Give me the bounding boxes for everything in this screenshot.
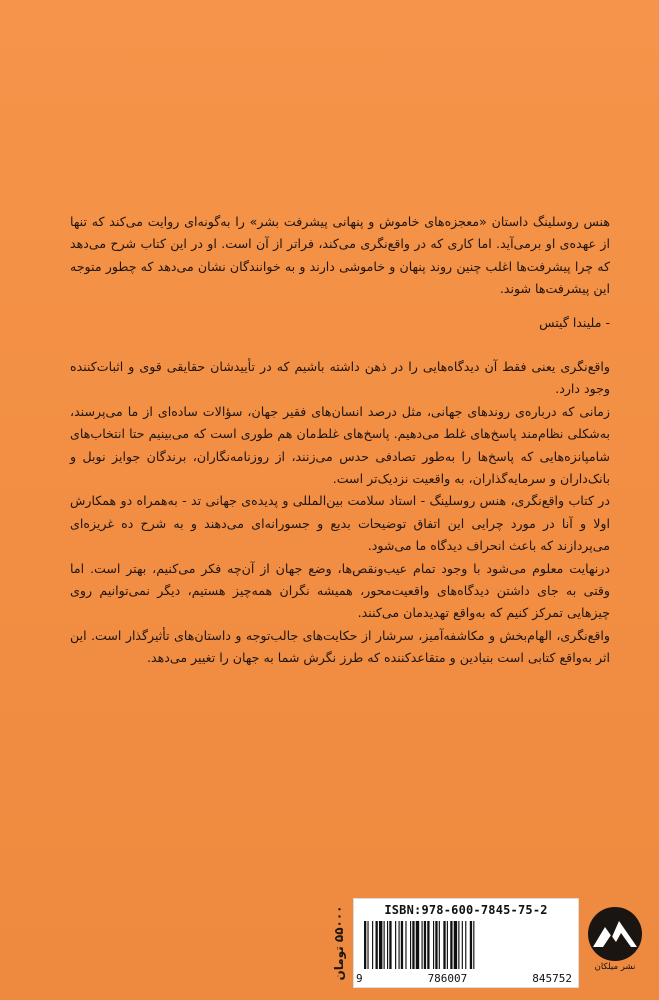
barcode-bar (405, 921, 406, 969)
barcode-bar (389, 921, 391, 969)
barcode-digit-group: 845752 (532, 972, 572, 985)
barcode-bar (473, 921, 474, 969)
barcode-bar (376, 921, 378, 969)
barcode-bar (447, 921, 448, 969)
barcode-bar (443, 921, 445, 969)
blurb-paragraph: واقع‌نگری، الهام‌بخش و مکاشفه‌آمیز، سرشار از حکایت‌های جالب‌توجه و داستان‌های تأثیرگذار است. این اثر به‌واقع کتابی است بنیادین و متقاعدکننده که طرز نگرش شما به جهان را تغییر می‌دهد. (70, 627, 610, 666)
barcode-bar (401, 921, 403, 969)
barcode-bar (379, 921, 382, 969)
blurb-paragraph: درنهایت معلوم می‌شود با وجود تمام عیب‌ونقص‌ها، وضع جهان از آن‌چه فکر می‌کنیم، بهتر است. اما وقتی به جای داشتن دیدگاه‌های واقعیت‌محور، همیشه نگران همه‌چیز هستیم، دیگر نمی‌توانیم روی چیزهایی تمرکز کنیم که به‌واقع تهدیدمان می‌کنند. (70, 560, 610, 621)
barcode-digits (356, 972, 572, 985)
barcode-bar (465, 921, 466, 969)
barcode-bar (395, 921, 396, 969)
barcode-bar (462, 921, 463, 969)
barcode-bar (422, 921, 423, 969)
price-text: ۵۵۰۰۰ تومان (332, 905, 346, 981)
blurb-paragraph: در کتاب واقع‌نگری، هنس روسلینگ - استاد سلامت بین‌المللی و پدیده‌ی جهانی تد - به‌همراه دو همکارش اولا و آنا در مورد چرایی این اتفاق توضیحات بدیع و جسورانه‌ای می‌دهند و به شرح ده غریزه‌ای می‌پردازند که باعث انحراف دیدگاه ما می‌شود. (70, 493, 610, 554)
quote-text: هنس روسلینگ داستان «معجزه‌های خاموش و پنهانی پیشرفت بشر» را به‌گونه‌ای روایت می‌کند که تنها از عهده‌ی او برمی‌آید. اما کاری که در واقع‌نگری می‌کند، فراتر از آن است. او در این کتاب شرح می‌دهد که چرا پیشرفت‌ها اغلب چنین روند پنهان و خاموشی دارند و به خوانندگان نشان می‌دهد که چطور متوجه این پیشرفت‌ها شوند. (70, 214, 610, 297)
barcode-bar (384, 921, 385, 969)
barcode-bar (387, 921, 388, 969)
barcode-bar (372, 921, 373, 969)
mountains-circle-icon (585, 905, 645, 963)
blurb-paragraph: زمانی که درباره‌ی روندهای جهانی، مثل درصد انسان‌های فقیر جهان، سؤالات ساده‌ای از ما می‌پرسند، به‌شکلی نظام‌مند پاسخ‌های غلط می‌دهیم. پاسخ‌های غلط‌مان هم طوری است که می‌بینیم حتا انتخاب‌های شامپانزه‌هایی که پاسخ‌ها را به‌طور تصادفی حدس می‌زنند، از روزنامه‌نگاران، برندگان جوایز نوبل و بانک‌داران و سرمایه‌گذاران، به واقعیت نزدیک‌تر است. (70, 403, 610, 487)
barcode-bar (364, 921, 366, 969)
barcode-bar (399, 921, 400, 969)
barcode-bar (367, 921, 368, 969)
barcode-bar (410, 921, 411, 969)
barcode-bar (450, 921, 452, 969)
barcode-bar (454, 921, 457, 969)
barcode-bar (435, 921, 437, 969)
barcode-panel (353, 898, 579, 988)
publisher-name: نشر میلکان (594, 962, 636, 972)
isbn-number: ISBN:978-600-7845-75-2 (384, 903, 548, 917)
endorsement-quote (70, 211, 610, 334)
barcode-bar (470, 921, 472, 969)
barcode-bar (424, 921, 426, 969)
barcode-bar (412, 921, 414, 969)
barcode-digit-group: 786007 (427, 972, 468, 985)
blurb-paragraph: واقع‌نگری یعنی فقط آن دیدگاه‌هایی را در ذهن داشته باشیم که در تأییدشان حقایقی قوی و اثبات‌کننده وجود دارد. (70, 359, 610, 397)
barcode-bars (364, 921, 564, 969)
barcode-bar (439, 921, 440, 969)
barcode-bar (458, 921, 459, 969)
price-label (328, 900, 350, 986)
publisher-logo (585, 905, 645, 977)
blurb-body (70, 356, 610, 670)
barcode-bar (416, 921, 419, 969)
barcode-bar (433, 921, 434, 969)
barcode-bar (427, 921, 429, 969)
quote-attribution: - ملیندا گیتس (539, 314, 610, 330)
barcode-digit-group: 9 (356, 972, 363, 985)
